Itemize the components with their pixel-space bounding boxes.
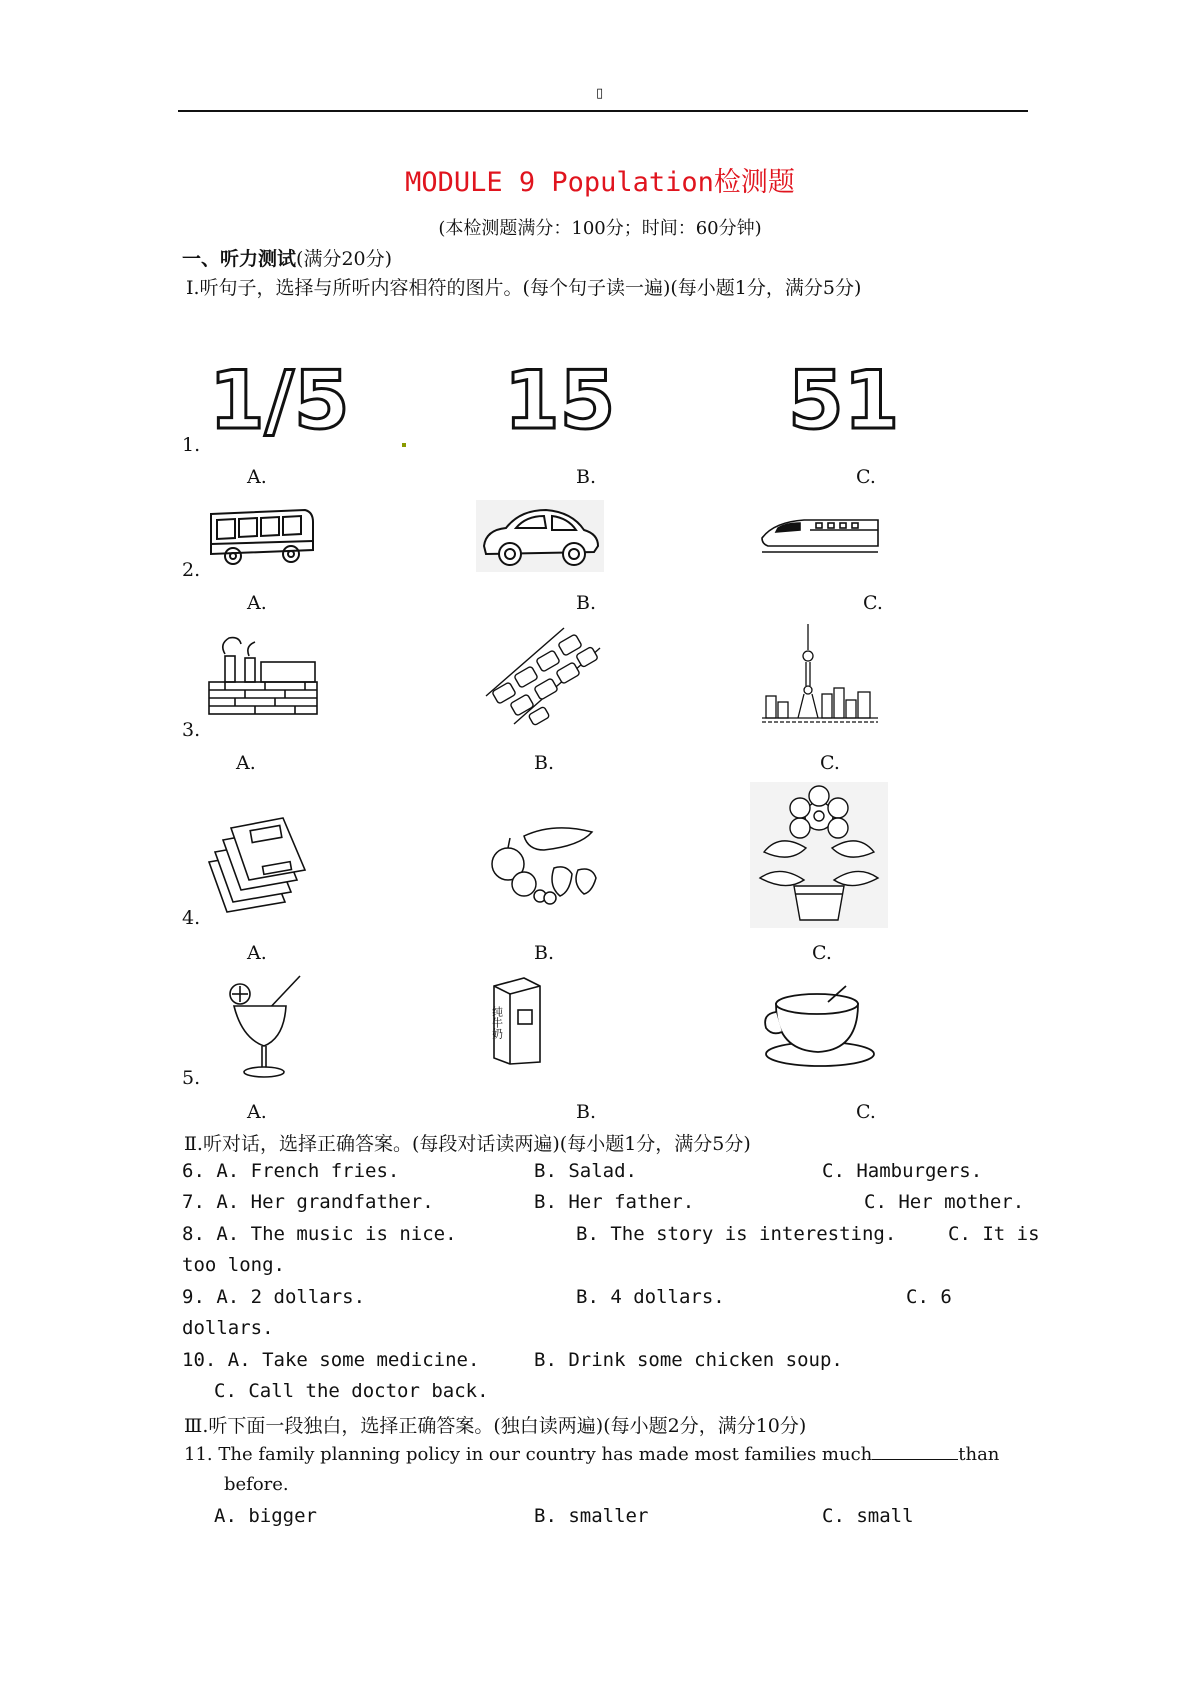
q8-option-c-continued: too long.	[182, 1254, 285, 1276]
q6-option-b: B. Salad.	[534, 1160, 637, 1182]
q7-option-b: B. Her father.	[534, 1191, 695, 1213]
tea-cup-picture	[762, 984, 880, 1068]
svg-text:15: 15	[504, 354, 616, 447]
q11-stem-start: 11. The family planning policy in our country has made most families much	[184, 1444, 873, 1465]
option-label-c: C.	[863, 592, 883, 614]
q10-option-b: B. Drink some chicken soup.	[534, 1349, 843, 1371]
svg-text:1/5: 1/5	[209, 354, 350, 447]
section-heading	[182, 244, 392, 271]
books-picture	[205, 812, 321, 912]
q11-stem-continued: before.	[224, 1474, 289, 1495]
option-label-a: A.	[247, 592, 267, 614]
part-iii-instruction: Ⅲ.听下面一段独白，选择正确答案。(独白读两遍)(每小题2分，满分10分)	[184, 1415, 807, 1437]
q9-option-c: C. 6	[906, 1286, 952, 1308]
option-label-b: B.	[534, 752, 555, 774]
bus-picture	[205, 500, 317, 570]
part-i-instruction: Ⅰ.听句子，选择与所听内容相符的图片。(每个句子读一遍)(每小题1分，满分5分)	[186, 277, 862, 299]
option-label-c: C.	[856, 466, 876, 488]
stray-dot	[402, 443, 406, 447]
milk-carton-picture	[490, 974, 544, 1066]
car-picture	[476, 500, 604, 572]
section-score: (满分20分)	[296, 248, 393, 270]
q8-option-c: C. It is	[948, 1223, 1040, 1245]
option-label-b: B.	[576, 592, 597, 614]
q7-option-a: 7. A. Her grandfather.	[182, 1191, 434, 1213]
q7-option-c: C. Her mother.	[864, 1191, 1025, 1213]
q11-option-b: B. smaller	[534, 1505, 649, 1527]
question-number: 4.	[182, 907, 201, 929]
option-label-c: C.	[820, 752, 840, 774]
q6-option-a: 6. A. French fries.	[182, 1160, 400, 1182]
q11-option-a: A. bigger	[214, 1505, 317, 1527]
option-label-c: C.	[812, 942, 832, 964]
option-label-b: B.	[534, 942, 555, 964]
q9-option-a: 9. A. 2 dollars.	[182, 1286, 366, 1308]
option-label-a: A.	[236, 752, 256, 774]
header-mark: ▯	[596, 86, 604, 101]
city-skyline-picture	[760, 622, 880, 726]
q11-stem	[184, 1443, 999, 1465]
q9-option-c-continued: dollars.	[182, 1317, 274, 1339]
question-number: 2.	[182, 559, 201, 581]
page-title: MODULE 9 Population检测题	[405, 167, 795, 198]
option-label-c: C.	[856, 1101, 876, 1123]
option-label-a: A.	[247, 1101, 267, 1123]
option-label-a: A.	[247, 466, 267, 488]
q10-option-c: C. Call the doctor back.	[214, 1380, 489, 1402]
traffic-jam-picture	[484, 626, 602, 726]
number-picture-a	[205, 352, 350, 447]
carton-label: 纯牛奶	[490, 1006, 504, 1039]
q11-stem-end: than	[958, 1444, 1000, 1465]
question-number: 3.	[182, 719, 201, 741]
section-number: 一、	[182, 248, 221, 270]
number-picture-c	[784, 352, 900, 447]
part-ii-instruction: Ⅱ.听对话，选择正确答案。(每段对话读两遍)(每小题1分，满分5分)	[184, 1133, 751, 1155]
header-rule	[178, 110, 1028, 112]
option-label-b: B.	[576, 1101, 597, 1123]
answer-blank	[872, 1443, 958, 1460]
section-name: 听力测试	[220, 248, 297, 270]
juice-glass-picture	[226, 972, 306, 1080]
question-number: 5.	[182, 1067, 201, 1089]
q8-option-a: 8. A. The music is nice.	[182, 1223, 457, 1245]
q8-option-b: B. The story is interesting.	[576, 1223, 897, 1245]
flower-pot-picture	[750, 782, 888, 928]
q9-option-b: B. 4 dollars.	[576, 1286, 725, 1308]
option-label-a: A.	[247, 942, 267, 964]
fruits-picture	[484, 816, 606, 906]
question-number: 1.	[182, 434, 201, 456]
q11-option-c: C. small	[822, 1505, 914, 1527]
q6-option-c: C. Hamburgers.	[822, 1160, 983, 1182]
page-subtitle: (本检测题满分：100分；时间：60分钟)	[438, 218, 762, 239]
train-picture	[760, 508, 880, 558]
svg-text:51: 51	[788, 354, 900, 447]
factory-picture	[205, 634, 321, 718]
number-picture-b	[500, 352, 616, 447]
q10-option-a: 10. A. Take some medicine.	[182, 1349, 480, 1371]
option-label-b: B.	[576, 466, 597, 488]
